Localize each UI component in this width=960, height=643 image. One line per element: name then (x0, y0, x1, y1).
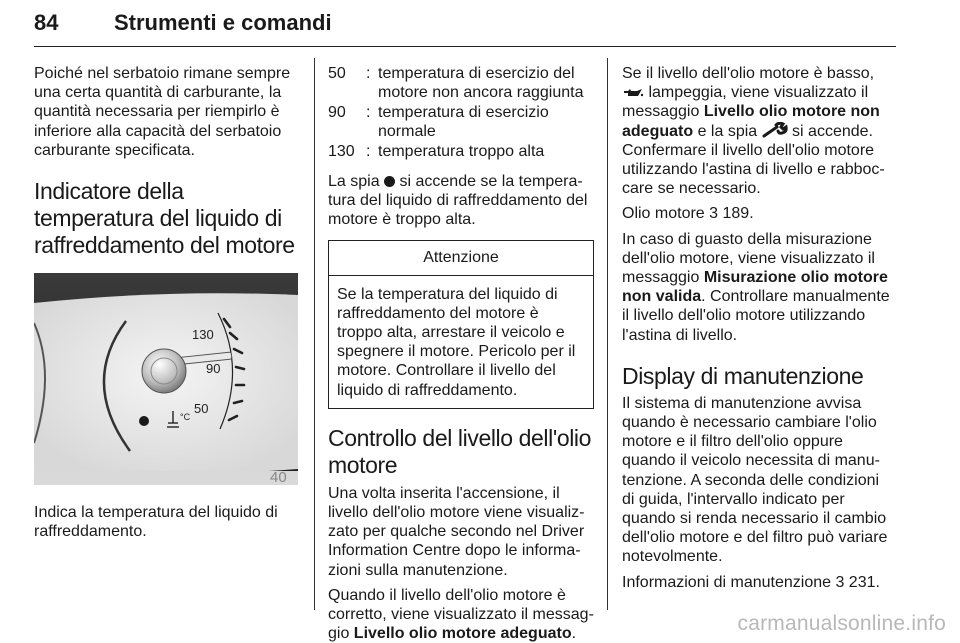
oil-level-paragraph-2: Quando il livello dell'olio motore è corretto, viene visualizzato il messaggio Livello olio motore adeguato. (328, 586, 594, 643)
warning-box (328, 240, 594, 409)
page-header (34, 6, 896, 46)
gauge-tick-50: 50 (194, 401, 209, 417)
maintenance-reference: Informazioni di manutenzione 3 231. (622, 573, 880, 591)
watermark: carmanualsonline.info (737, 612, 946, 635)
table-row (328, 103, 594, 142)
coolant-heading: Indicatore della temperatura del liquido di raffreddamento del motore (34, 178, 295, 259)
column-divider-2 (607, 58, 608, 610)
temp-value: 50 (328, 65, 346, 82)
gauge-corner-number: 40 (270, 469, 287, 486)
temperature-table (328, 64, 594, 162)
table-row (328, 142, 594, 162)
page-number: 84 (34, 10, 59, 35)
column-3 (622, 64, 890, 592)
gauge-hub (142, 349, 186, 393)
temp-separator: : (366, 104, 371, 121)
column-2 (328, 64, 594, 643)
temp-description: temperatura troppo alta (378, 143, 545, 160)
table-row (328, 64, 594, 103)
gauge-unit-label: °C (180, 412, 191, 423)
gauge-tick-90: 90 (206, 361, 221, 377)
column-divider-1 (314, 58, 315, 610)
gauge-tick-130: 130 (192, 327, 214, 343)
low-oil-paragraph: Se il livello dell'olio motore è basso, lampeggia, viene visualizzato il messaggio Livello olio motore non adeguato e la spia si accende. Confermare il livello dell'olio motore utilizzando l'astina di livello e rabboccare se necessario. (622, 65, 885, 198)
maintenance-heading: Display di manutenzione (622, 362, 864, 389)
warning-text: Se la temperatura del liquido di raffreddamento del motore è troppo alta, arrestare il veicolo e spegnere il motore. Pericolo per il motore. Controllare il livello del liquido di raffreddamento. (337, 285, 576, 399)
gauge-caption: Indica la temperatura del liquido di raffreddamento. (34, 504, 278, 541)
temp-description: temperatura di esercizio normale (378, 104, 549, 140)
oil-level-paragraph-1: Una volta inserita l'accensione, il livello dell'olio motore viene visualizzato per qualche secondo nel Driver Information Centre dopo le informazioni sulla manutenzione. (328, 484, 585, 579)
coolant-warning-dot-icon (384, 176, 395, 187)
temp-separator: : (366, 143, 371, 160)
temp-description: temperatura di esercizio del motore non ancora raggiunta (378, 65, 584, 101)
temp-value: 90 (328, 104, 346, 121)
oil-fault-paragraph: In caso di guasto della misurazione dell'olio motore, viene visualizzato il messaggio Misurazione olio motore non valida. Controllare manualmente il livello dell'olio motore utilizzando l'astina di livello. (622, 230, 890, 344)
column-1 (34, 64, 300, 541)
oil-reference: Olio motore 3 189. (622, 205, 754, 223)
temp-value: 130 (328, 143, 355, 160)
warning-title: Attenzione (329, 241, 593, 276)
temp-separator: : (366, 65, 371, 82)
warning-lamp-paragraph: La spia si accende se la temperatura del liquido di raffreddamento del motore è troppo alta. (328, 173, 588, 229)
oil-can-icon (622, 87, 644, 99)
section-title: Strumenti e comandi (114, 10, 332, 35)
wrench-icon (762, 122, 788, 138)
header-divider (34, 46, 896, 47)
page-ref-arrow-icon: 3 (709, 205, 719, 223)
intro-paragraph: Poiché nel serbatoio rimane sempre una certa quantità di carburante, la quantità necessaria per riempirlo è inferiore alla capacità del serbatoio carburante specificata. (34, 65, 291, 159)
coolant-gauge-photo (34, 273, 298, 485)
coolant-warning-dot (139, 416, 149, 426)
page-ref-arrow-icon: 3 (835, 573, 845, 591)
oil-level-heading: Controllo del livello dell'olio motore (328, 424, 592, 478)
maintenance-paragraph: Il sistema di manutenzione avvisa quando è necessario cambiare l'olio motore e il filtro dell'olio oppure quando il veicolo necessita di manutenzione. A seconda delle condizioni di guida, l'intervallo indicato per quando si renda necessario il cambio dell'olio motore e del filtro può variare notevolmente. (622, 394, 888, 566)
